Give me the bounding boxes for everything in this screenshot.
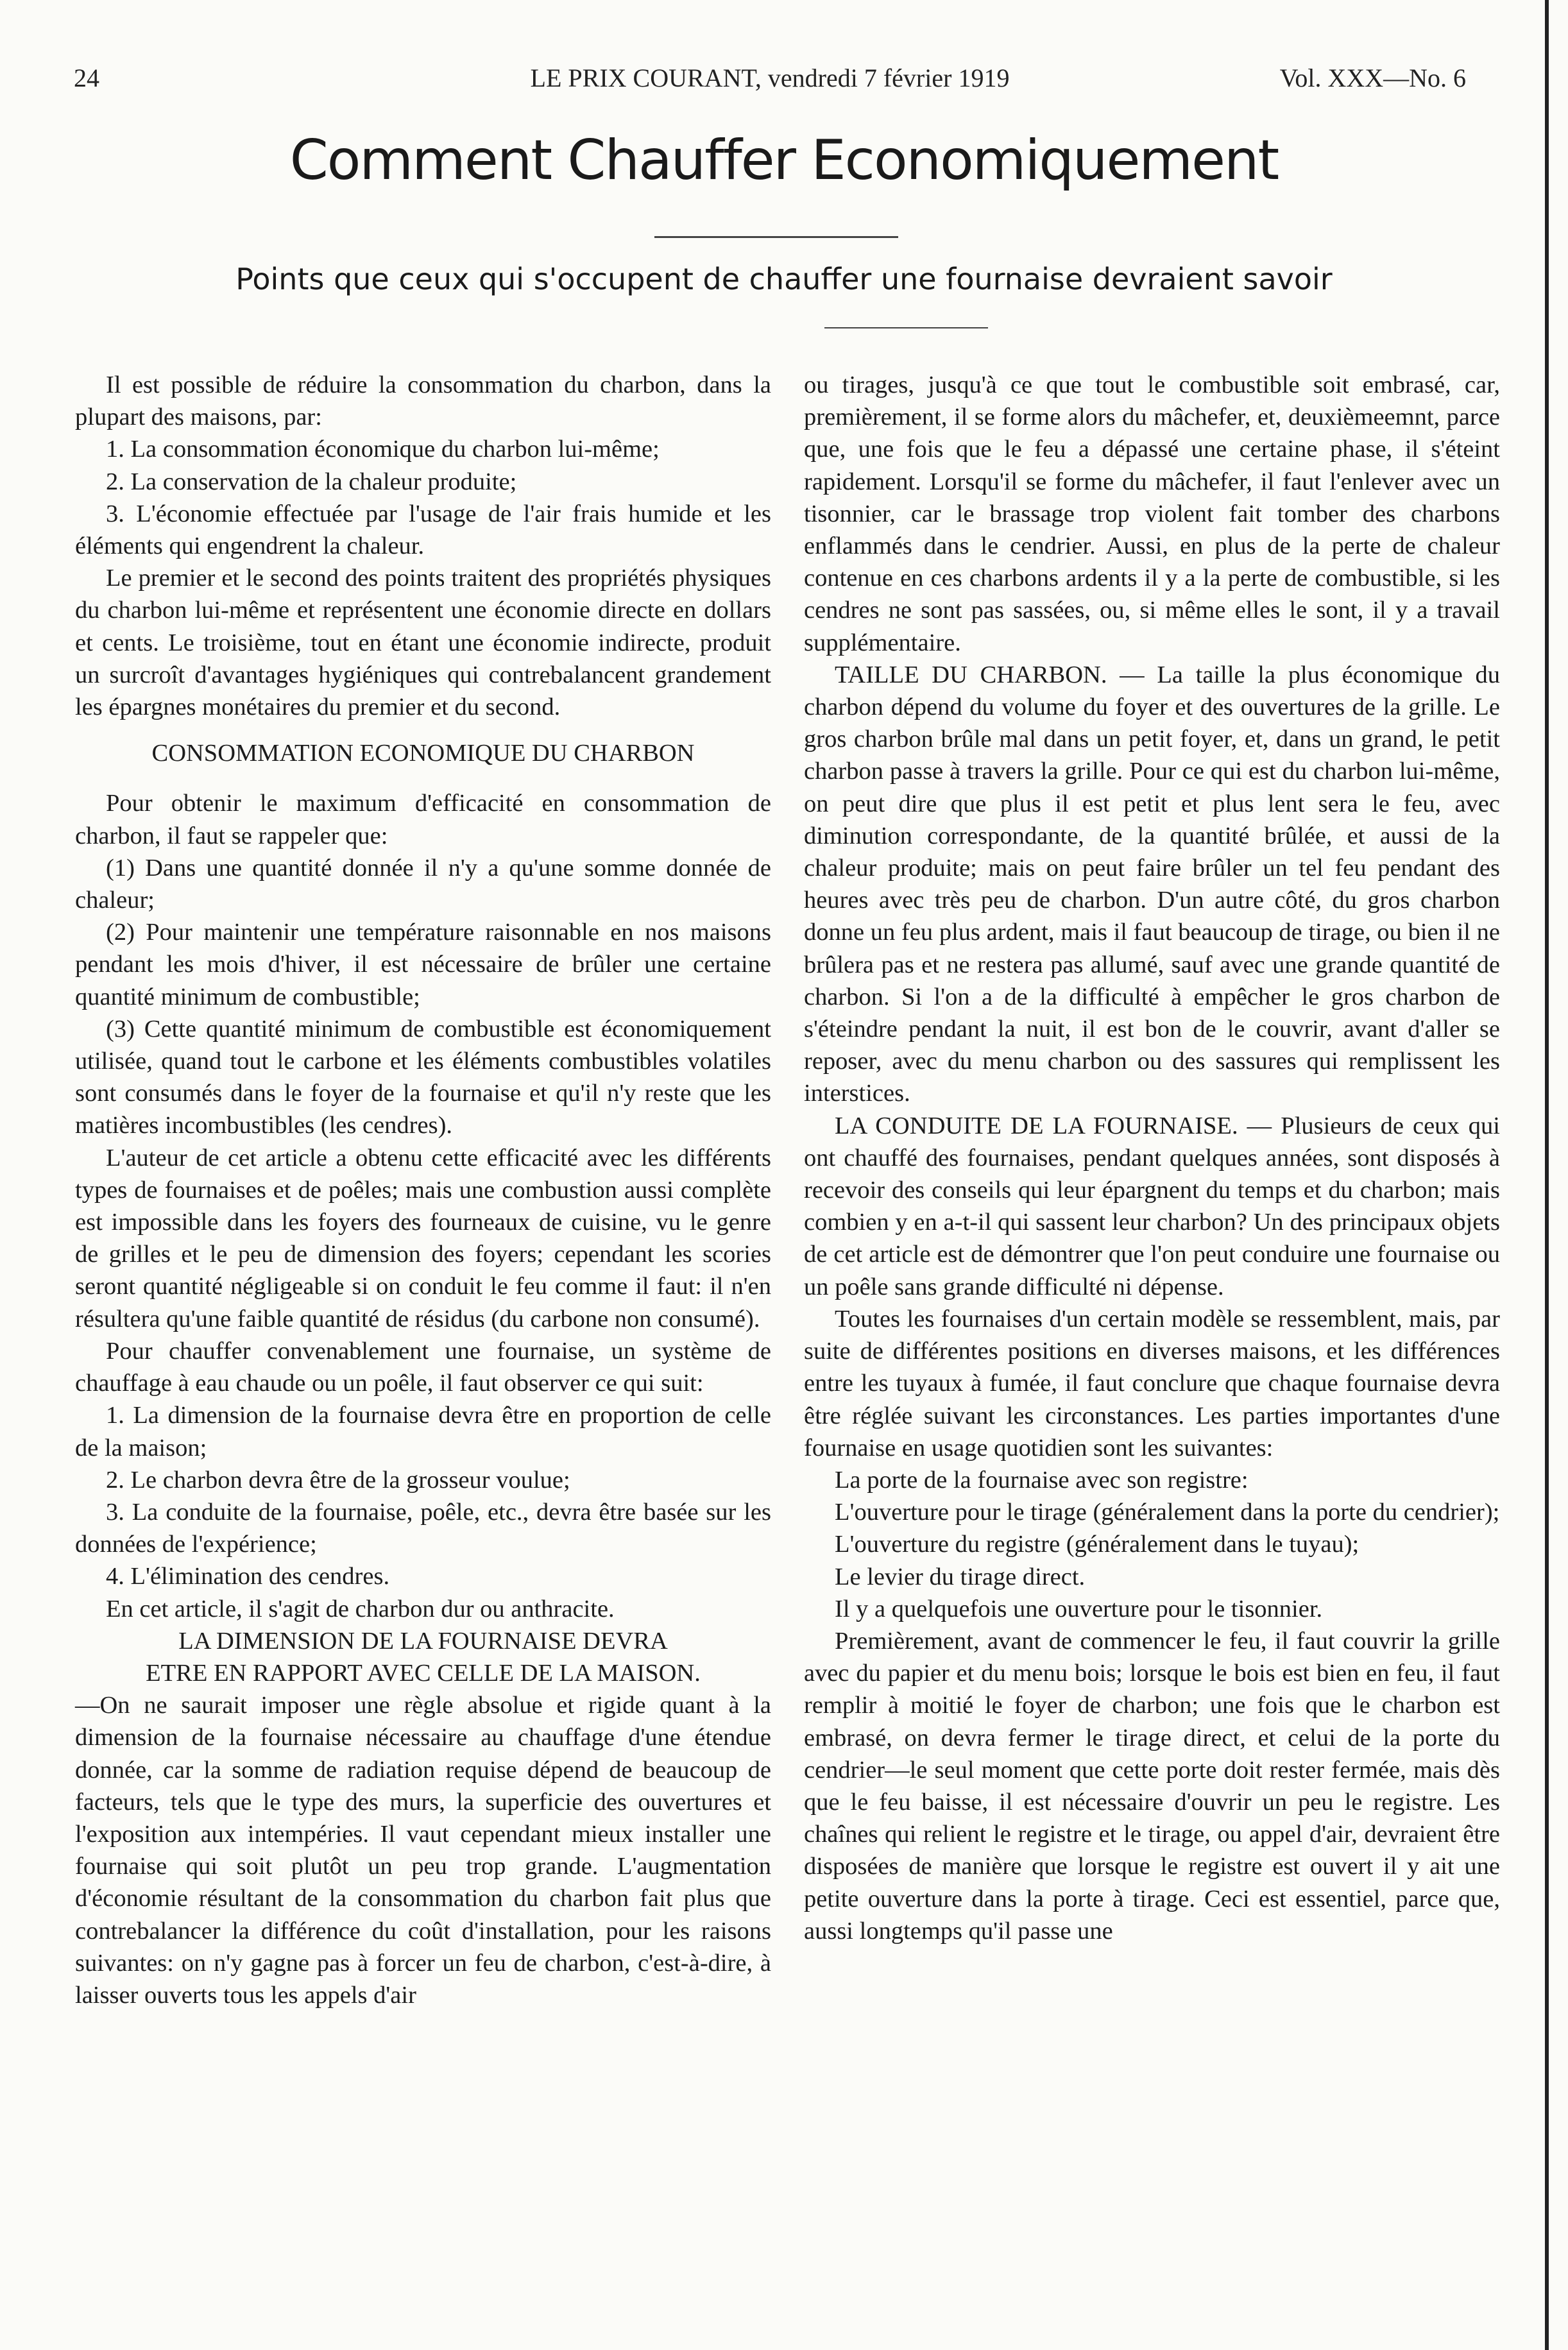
list-item: 3. La conduite de la fournaise, poêle, etc., devra être basée sur les données de l'expérience; xyxy=(75,1498,771,1558)
section-heading: CONSOMMATION ECONOMIQUE DU CHARBON xyxy=(151,740,695,767)
paragraph: Premièrement, avant de commencer le feu, il faut couvrir la grille avec du papier et du menu bois; lorsque le bois est bien en feu, il faut remplir à moitié le foyer de charbon; une fois que le charbon est embrasé, on devra fermer le tirage direct, et celui de la porte du cendrier—le seul moment que cette porte doit rester fermée, mais dès que le feu baisse, il est nécessaire d'ouvrir un peu le registre. Les chaînes qui relient le registre et le tirage, ou appel d'air, devraient être disposées de manière que lorsque le registre est ouvert il y ait une petite ouverture dans la porte à tirage. Ceci est essentiel, parce que, aussi longtemps qu'il passe une xyxy=(804,1627,1500,1945)
list-item: 2. Le charbon devra être de la grosseur voulue; xyxy=(106,1466,570,1494)
list-item: 4. L'élimination des cendres. xyxy=(106,1563,390,1590)
paragraph: LA CONDUITE DE LA FOURNAISE. — Plusieurs de ceux qui ont chauffé des fournaises, pendant quelques années, sont disposés à recevoir des conseils qui leur épargnent du temps et du charbon; mais combien y en a-t-il qui sassent leur charbon? Un des principaux objets de cet article est de démontrer que l'on peut conduire une fournaise ou un poêle sans grande difficulté ni dépense. xyxy=(804,1112,1500,1300)
subtitle-divider xyxy=(824,327,988,328)
paragraph: Toutes les fournaises d'un certain modèle se ressemblent, mais, par suite de différentes positions en diverses maisons, et les différences entre les tuyaux à fumée, il faut conclure que chaque fournaise devra être réglée suivant les circonstances. Les parties importantes d'une fournaise en usage quotidien sont les suivantes: xyxy=(804,1305,1500,1461)
list-item: 1. La dimension de la fournaise devra être en proportion de celle de la maison; xyxy=(75,1402,771,1461)
list-item: 2. La conservation de la chaleur produite; xyxy=(106,468,517,495)
section-heading-line: LA DIMENSION DE LA FOURNAISE DEVRA xyxy=(178,1627,668,1655)
paragraph: Pour obtenir le maximum d'efficacité en consommation de charbon, il faut se rappeler que: xyxy=(75,790,771,849)
page-number: 24 xyxy=(74,64,99,92)
page-edge-rule xyxy=(1545,0,1549,2350)
list-item: (3) Cette quantité minimum de combustible est économiquement utilisée, quand tout le carbone et les éléments combustibles volatiles sont consumés dans le foyer de la fournaise et qu'il n'y reste que les matières incombustibles (les cendres). xyxy=(75,1015,771,1139)
section-heading-line: ETRE EN RAPPORT AVEC CELLE DE LA MAISON. xyxy=(146,1659,701,1687)
paragraph: Pour chauffer convenablement une fournaise, un système de chauffage à eau chaude ou un poêle, il faut observer ce qui suit: xyxy=(75,1337,771,1397)
running-header xyxy=(74,63,1466,108)
list-item: 3. L'économie effectuée par l'usage de l'air frais humide et les éléments qui engendrent la chaleur. xyxy=(75,500,771,560)
article-title: Comment Chauffer Economiquement xyxy=(289,128,1279,192)
volume-number: Vol. XXX—No. 6 xyxy=(1279,64,1466,92)
paragraph: L'auteur de cet article a obtenu cette efficacité avec les différents types de fournaises et de poêles; mais une combustion aussi complète est impossible dans les foyers des fourneaux de cuisine, vu le genre de grilles et le peu de dimension des foyers; cependant les scories seront quantité négligeable si on conduit le feu comme il faut: il n'en résultera qu'une faible quantité de résidus (du carbone non consumé). xyxy=(75,1144,771,1333)
list-item: Le levier du tirage direct. xyxy=(835,1563,1086,1590)
article-subtitle: Points que ceux qui s'occupent de chauffer une fournaise devraient savoir xyxy=(235,262,1333,296)
list-item: La porte de la fournaise avec son registre: xyxy=(835,1466,1248,1494)
list-item: Il y a quelquefois une ouverture pour le tisonnier. xyxy=(835,1595,1323,1622)
list-item: 1. La consommation économique du charbon lui-même; xyxy=(106,436,660,463)
left-column xyxy=(75,369,771,2011)
list-item: L'ouverture pour le tirage (généralement dans la porte du cendrier); xyxy=(835,1499,1500,1526)
paragraph: Le premier et le second des points traitent des propriétés physiques du charbon lui-même et représentent une économie directe en dollars et cents. Le troisième, tout en étant une économie indirecte, produit un surcroît d'avantages hygiéniques qui contrebalancent grandement les épargnes monétaires du premier et du second. xyxy=(75,565,771,721)
paragraph: TAILLE DU CHARBON. — La taille la plus économique du charbon dépend du volume du foyer et des ouvertures de la grille. Le gros charbon brûle mal dans un petit foyer, et, dans un grand, le petit charbon passe à travers la grille. Pour ce qui est du charbon lui-même, on peut dire que plus il est petit et plus lent sera le feu, avec diminution correspondante, de la quantité brûlée, et aussi de la chaleur produite; mais on peut faire brûler un tel feu pendant des heures avec très peu de charbon. D'un autre côté, du gros charbon donne un feu plus ardent, mais il faut beaucoup de tirage, ou bien il ne brûlera pas et ne restera pas allumé, sauf avec une grande quantité de charbon. Si l'on a de la difficulté à empêcher le gros charbon de s'éteindre pendant la nuit, il est bon de le couvrir, avant d'aller se reposer, avec du menu charbon ou des sassures qui remplissent les interstices. xyxy=(804,661,1500,1107)
paragraph: En cet article, il s'agit de charbon dur ou anthracite. xyxy=(106,1595,615,1622)
list-item: (2) Pour maintenir une température raisonnable en nos maisons pendant les mois d'hiver, il est nécessaire de brûler une certaine quantité minimum de combustible; xyxy=(75,919,771,1010)
list-item: (1) Dans une quantité donnée il n'y a qu'une somme donnée de chaleur; xyxy=(75,854,771,914)
paragraph: Il est possible de réduire la consommation du charbon, dans la plupart des maisons, par: xyxy=(75,371,771,431)
paragraph: ou tirages, jusqu'à ce que tout le combustible soit embrasé, car, premièrement, il se forme alors du mâchefer, et, deuxièmeemnt, parce que, une fois que le feu a dépassé une certaine phase, il s'éteint rapidement. Lorsqu'il se forme du mâchefer, il faut l'enlever avec un tisonnier, car le brassage trop violent fait tomber des charbons enflammés dans le cendrier. Aussi, en plus de la perte de chaleur contenue en ces charbons ardents il y a la perte de combustible, si les cendres ne sont pas sassées, ou, si même elles le sont, il y a travail supplémentaire. xyxy=(804,371,1500,656)
title-divider xyxy=(654,236,898,238)
right-column xyxy=(804,369,1500,1947)
publication-line: LE PRIX COURANT, vendredi 7 février 1919 xyxy=(530,64,1010,92)
paragraph: —On ne saurait imposer une règle absolue et rigide quant à la dimension de la fournaise nécessaire au chauffage d'une étendue donnée, car la somme de radiation requise dépend de beaucoup de facteurs, tels que le type des murs, la superficie des ouvertures et l'exposition aux intempéries. Il vaut cependant mieux installer une fournaise qui soit plutôt un peu trop grande. L'augmentation d'économie résultant de la consommation du charbon fait plus que contrebalancer la différence du coût d'installation, pour les raisons suivantes: on n'y gagne pas à forcer un feu de charbon, c'est-à-dire, à laisser ouverts tous les appels d'air xyxy=(75,1692,771,2009)
list-item: L'ouverture du registre (généralement dans le tuyau); xyxy=(835,1531,1359,1558)
